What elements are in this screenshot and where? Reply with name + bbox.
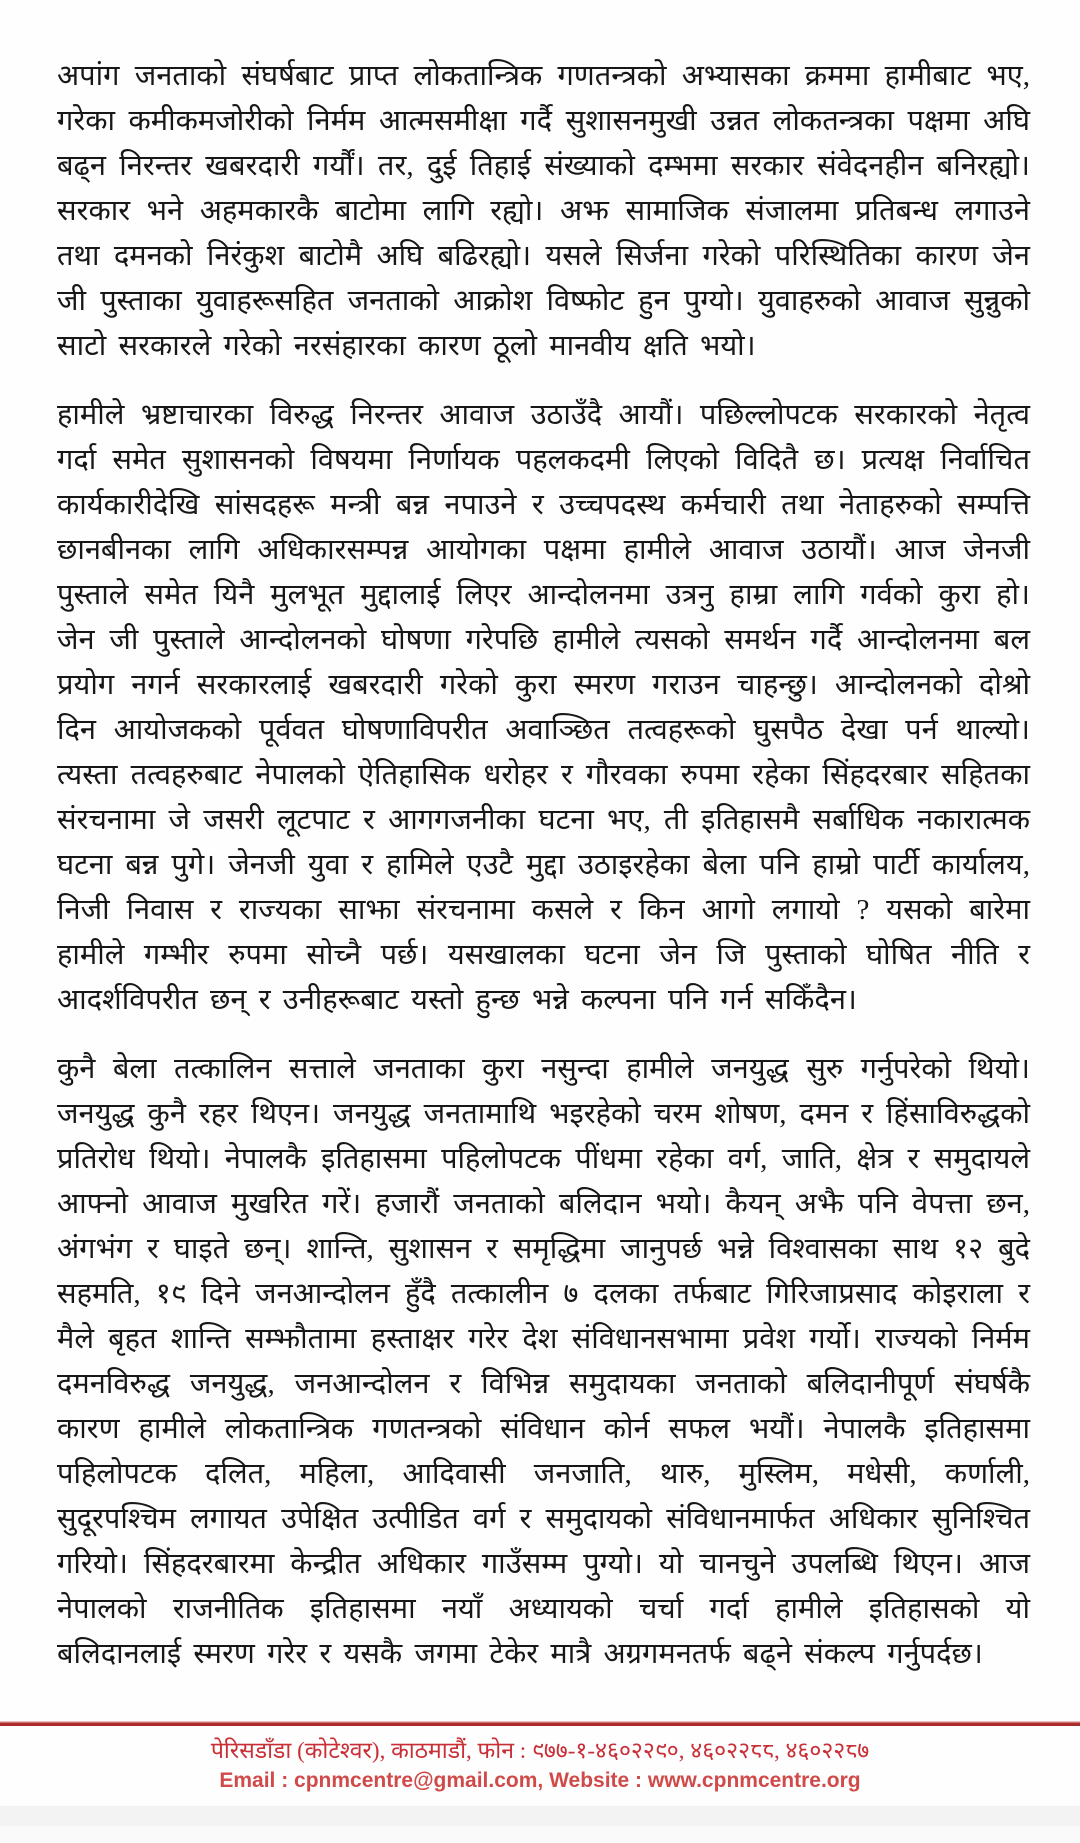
scan-bottom-band [0,1806,1080,1826]
footer-contact-line: Email : cpnmcentre@gmail.com, Website : www.cpnmcentre.org [219,1769,861,1792]
scan-bottom-edge [0,1826,1080,1843]
footer-address-line: पेरिसडाँडा (कोटेश्वर), काठमाडौं, फोन : ९७७-१-४६०२२९०, ४६०२२८८, ४६०२२८७ [210,1738,870,1763]
paragraph-2: हामीले भ्रष्टाचारका विरुद्ध निरन्तर आवाज उठाउँदै आयौं। पछिल्लोपटक सरकारको नेतृत्व गर्दा समेत सुशासनको विषयमा निर्णायक पहलकदमी लिएको विदितै छ। प्रत्यक्ष निर्वाचित कार्यकारीदेखि सांसदहरू मन्त्री बन्न नपाउने र उच्चपदस्थ कर्मचारी तथा नेताहरुको सम्पत्ति छानबीनका लागि अधिकारसम्पन्न आयोगका पक्षमा हामीले आवाज उठायौं। आज जेनजी पुस्ताले समेत यिनै मुलभूत मुद्दालाई लिएर आन्दोलनमा उत्रनु हाम्रा लागि गर्वको कुरा हो। जेन जी पुस्ताले आन्दोलनको घोषणा गरेपछि हामीले त्यसको समर्थन गर्दै आन्दोलनमा बल प्रयोग नगर्न सरकारलाई खबरदारी गरेको कुरा स्मरण गराउन चाहन्छु। आन्दोलनको दोश्रो दिन आयोजकको पूर्ववत घोषणाविपरीत अवाञ्छित तत्वहरूको घुसपैठ देखा पर्न थाल्यो। त्यस्ता तत्वहरुबाट नेपालको ऐतिहासिक धरोहर र गौरवका रुपमा रहेका सिंहदरबार सहितका संरचनामा जे जसरी लूटपाट र आगगजनीका घटना भए, ती इतिहासमै सर्बाधिक नकारात्मक घटना बन्न पुगे। जेनजी युवा र हामिले एउटै मुद्दा उठाइरहेका बेला पनि हाम्रो पार्टी कार्यालय, निजी निवास र राज्यका साझा संरचनामा कसले र किन आगो लगायो ? यसको बारेमा हामीले गम्भीर रुपमा सोच्नै पर्छ। यसखालका घटना जेन जि पुस्ताको घोषित नीति र आदर्शविपरीत छन् र उनीहरूबाट यस्तो हुन्छ भन्ने कल्पना पनि गर्न सकिँदैन। [57,399,1030,1016]
paragraph-1: अपांग जनताको संघर्षबाट प्राप्त लोकतान्त्रिक गणतन्त्रको अभ्यासका क्रममा हामीबाट भए, गरेका कमीकमजोरीको निर्मम आत्मसमीक्षा गर्दै सुशासनमुखी उन्नत लोकतन्त्रका पक्षमा अघि बढ्न निरन्तर खबरदारी गर्यौं। तर, दुई तिहाई संख्याको दम्भमा सरकार संवेदनहीन बनिरह्यो। सरकार भने अहमकारकै बाटोमा लागि रह्यो। अझ सामाजिक संजालमा प्रतिबन्ध लगाउने तथा दमनको निरंकुश बाटोमै अघि बढिरह्यो। यसले सिर्जना गरेको परिस्थितिका कारण जेन जी पुस्ताका युवाहरूसहित जनताको आक्रोश विष्फोट हुन पुग्यो। युवाहरुको आवाज सुन्नुको साटो सरकारले गरेको नरसंहारका कारण ठूलो मानवीय क्षति भयो। [57,60,1030,362]
document-body [57,54,1030,1701]
paragraph-3: कुनै बेला तत्कालिन सत्ताले जनताका कुरा नसुन्दा हामीले जनयुद्ध सुरु गर्नुपरेको थियो। जनयुद्ध कुनै रहर थिएन। जनयुद्ध जनतामाथि भइरहेको चरम शोषण, दमन र हिंसाविरुद्धको प्रतिरोध थियो। नेपालकै इतिहासमा पहिलोपटक पींधमा रहेका वर्ग, जाति, क्षेत्र र समुदायले आफ्नो आवाज मुखरित गरें। हजारौं जनताको बलिदान भयो। कैयन् अझै पनि वेपत्ता छन, अंगभंग र घाइते छन्। शान्ति, सुशासन र समृद्धिमा जानुपर्छ भन्ने विश्वासका साथ १२ बुदे सहमति, १९ दिने जनआन्दोलन हुँदै तत्कालीन ७ दलका तर्फबाट गिरिजाप्रसाद कोइराला र मैले बृहत शान्ति सम्झौतामा हस्ताक्षर गरेर देश संविधानसभामा प्रवेश गर्यो। राज्यको निर्मम दमनविरुद्ध जनयुद्ध, जनआन्दोलन र विभिन्न समुदायका जनताको बलिदानीपूर्ण संघर्षकै कारण हामीले लोकतान्त्रिक गणतन्त्रको संविधान कोर्न सफल भयौं। नेपालकै इतिहासमा पहिलोपटक दलित, महिला, आदिवासी जनजाति, थारु, मुस्लिम, मधेसी, कर्णाली, सुदूरपश्चिम लगायत उपेक्षित उत्पीडित वर्ग र समुदायको संविधानमार्फत अधिकार सुनिश्चित गरियो। सिंहदरबारमा केन्द्रीत अधिकार गाउँसम्म पुग्यो। यो चानचुने उपलब्धि थिएन। आज नेपालको राजनीतिक इतिहासमा नयाँ अध्यायको चर्चा गर्दा हामीले इतिहासको यो बलिदानलाई स्मरण गरेर र यसकै जगमा टेकेर मात्रै अग्रगमनतर्फ बढ्ने संकल्प गर्नुपर्दछ। [57,1053,1030,1670]
footer-divider-line [0,1721,1080,1726]
